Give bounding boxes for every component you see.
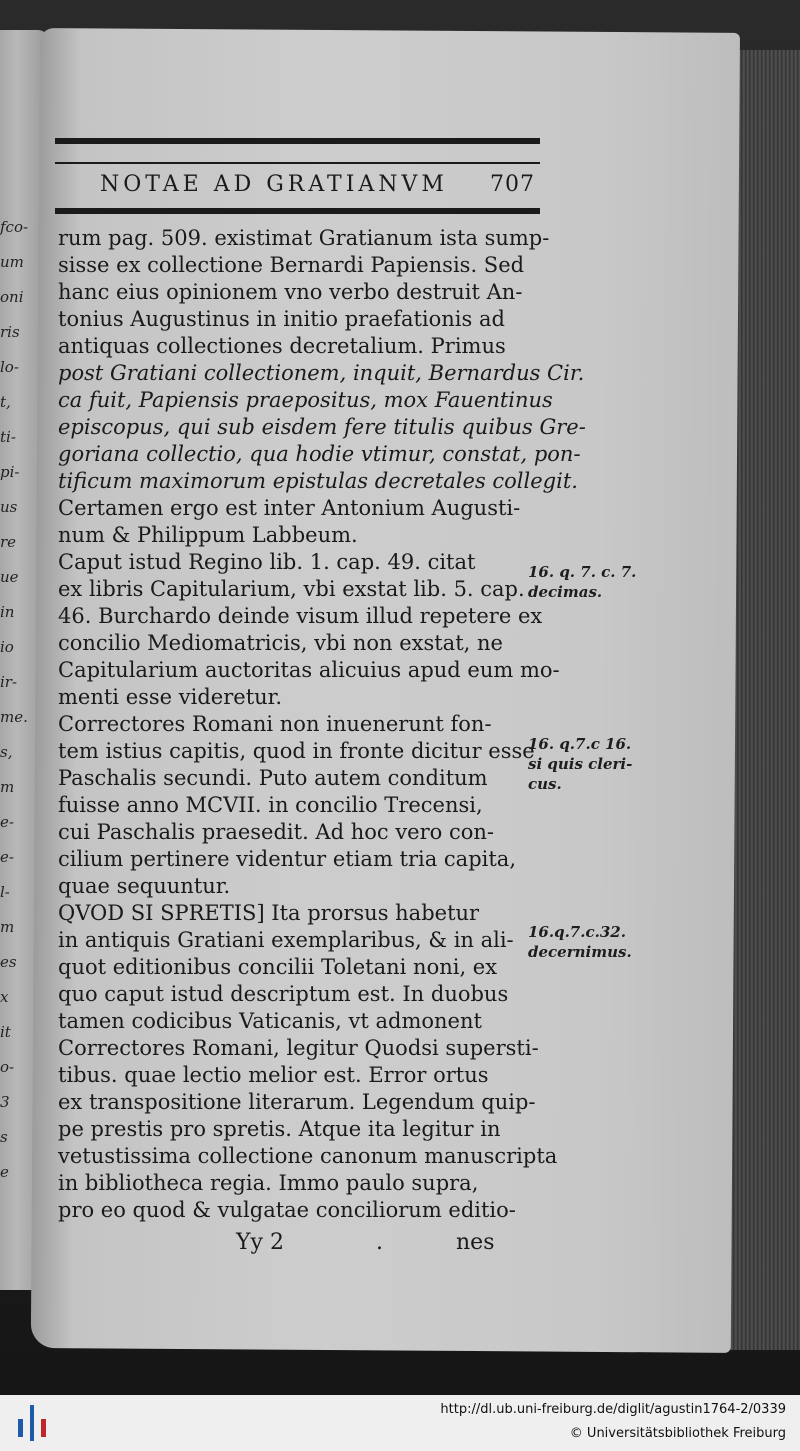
text-line: cilium pertinere videntur etiam tria capita, — [58, 847, 516, 871]
text-line: tamen codicibus Vaticanis, vt admonent — [58, 1009, 482, 1033]
text-line: Correctores Romani non inuenerunt fon- — [58, 712, 492, 736]
left-page-fragment: io — [0, 638, 14, 656]
text-line: Paschalis secundi. Puto autem conditum — [58, 766, 488, 790]
text-line: Capitularium auctoritas alicuius apud eum mo- — [58, 658, 560, 682]
text-line: Caput istud Regino lib. 1. cap. 49. citat — [58, 550, 476, 574]
text-line: 46. Burchardo deinde visum illud repetere ex — [58, 604, 543, 628]
left-page-fragment: ir- — [0, 673, 18, 691]
text-line: rum pag. 509. existimat Gratianum ista sump- — [58, 226, 550, 250]
text-line: tificum maximorum epistulas decretales collegit. — [58, 469, 578, 493]
margin-note-line: si quis cleri- — [528, 755, 633, 773]
margin-note-line: 16. q.7.c 16. — [528, 735, 632, 753]
text-line: Correctores Romani, legitur Quodsi supersti- — [58, 1036, 539, 1060]
text-line: QVOD SI SPRETIS] Ita prorsus habetur — [58, 901, 480, 925]
library-logo-icon — [14, 1403, 50, 1443]
left-page-fragment: e — [0, 1163, 9, 1181]
left-page-fragment: l- — [0, 883, 10, 901]
source-url-link[interactable]: http://dl.ub.uni-freiburg.de/diglit/agustin1764-2/0339 — [440, 1402, 786, 1417]
text-line: ex libris Capitularium, vbi exstat lib. 5. cap. — [58, 577, 525, 601]
text-line: quot editionibus concilii Toletani noni, ex — [58, 955, 498, 979]
text-line: ca fuit, Papiensis praepositus, mox Fauentinus — [58, 388, 553, 412]
margin-note-line: cus. — [528, 775, 562, 793]
left-page-fragment: m — [0, 918, 15, 936]
left-page-fragment: re — [0, 533, 17, 551]
left-page-fragment: fco- — [0, 218, 29, 236]
running-title: NOTAE AD GRATIANVM — [100, 172, 448, 197]
text-line: episcopus, qui sub eisdem fere titulis quibus Gre- — [58, 415, 586, 439]
running-header — [100, 172, 540, 197]
left-page-fragment: me. — [0, 708, 28, 726]
left-page-fragment: t, — [0, 393, 11, 411]
text-line: cui Paschalis praesedit. Ad hoc vero con- — [58, 820, 494, 844]
text-line: fuisse anno MCVII. in concilio Trecensi, — [58, 793, 483, 817]
source-bar — [0, 1395, 800, 1451]
text-line: in bibliotheca regia. Immo paulo supra, — [58, 1171, 479, 1195]
left-page-fragment: us — [0, 498, 18, 516]
left-page-fragment: s — [0, 1128, 8, 1146]
text-line: tibus. quae lectio melior est. Error ortus — [58, 1063, 489, 1087]
left-page-fragment: in — [0, 603, 15, 621]
left-page-fragment: lo- — [0, 358, 19, 376]
text-line: sisse ex collectione Bernardi Papiensis. Sed — [58, 253, 525, 277]
left-page-fragment: ue — [0, 568, 19, 586]
page-number: 707 — [490, 172, 535, 197]
left-page-fragment: um — [0, 253, 24, 271]
left-page-fragment: s, — [0, 743, 13, 761]
text-line: hanc eius opinionem vno verbo destruit An- — [58, 280, 523, 304]
text-line: concilio Mediomatricis, vbi non exstat, ne — [58, 631, 503, 655]
margin-note-2 — [528, 734, 658, 794]
signature-mark: Yy 2 — [236, 1230, 284, 1255]
left-page-fragment: 3 — [0, 1093, 10, 1111]
left-page-fragment: it — [0, 1023, 11, 1041]
text-line: in antiquis Gratiani exemplaribus, & in ali- — [58, 928, 514, 952]
text-line: pe prestis pro spretis. Atque ita legitur in — [58, 1117, 501, 1141]
text-line: tonius Augustinus in initio praefationis ad — [58, 307, 505, 331]
text-line: ex transpositione literarum. Legendum quip- — [58, 1090, 536, 1114]
left-page-fragment: ti- — [0, 428, 16, 446]
text-line: pro eo quod & vulgatae conciliorum editio- — [58, 1198, 516, 1222]
left-page-fragment: m — [0, 778, 15, 796]
footer-dot: . — [376, 1230, 383, 1255]
text-line: tem istius capitis, quod in fronte dicitur esse — [58, 739, 535, 763]
margin-note-1 — [528, 562, 658, 602]
margin-note-line: 16. q. 7. c. 7. — [528, 563, 637, 581]
text-line: Certamen ergo est inter Antonium Augusti- — [58, 496, 521, 520]
left-page-fragment: e- — [0, 848, 14, 866]
left-page-fragment: es — [0, 953, 17, 971]
text-line: num & Philippum Labbeum. — [58, 523, 358, 547]
text-line: quo caput istud descriptum est. In duobus — [58, 982, 509, 1006]
catchword: nes — [456, 1230, 495, 1255]
left-page-fragment: ris — [0, 323, 20, 341]
copyright-notice: © Universitätsbibliothek Freiburg — [569, 1426, 786, 1441]
left-page-fragment: pi- — [0, 463, 20, 481]
text-line: antiquas collectiones decretalium. Primus — [58, 334, 506, 358]
header-rule-top — [55, 138, 540, 144]
left-page-fragment: oni — [0, 288, 24, 306]
left-page-fragment: e- — [0, 813, 14, 831]
margin-note-line: decernimus. — [528, 943, 632, 961]
left-page-fragment: o- — [0, 1058, 15, 1076]
left-page-fragment: x — [0, 988, 9, 1006]
header-rule-bottom — [55, 208, 540, 214]
text-line: quae sequuntur. — [58, 874, 231, 898]
margin-note-3 — [528, 922, 658, 962]
margin-note-line: decimas. — [528, 583, 603, 601]
text-line: post Gratiani collectionem, inquit, Bernardus Cir. — [58, 361, 585, 385]
text-line: menti esse videretur. — [58, 685, 283, 709]
text-line: goriana collectio, qua hodie vtimur, constat, pon- — [58, 442, 581, 466]
text-line: vetustissima collectione canonum manuscripta — [58, 1144, 558, 1168]
margin-note-line: 16.q.7.c.32. — [528, 923, 626, 941]
header-rule-mid — [55, 162, 540, 164]
